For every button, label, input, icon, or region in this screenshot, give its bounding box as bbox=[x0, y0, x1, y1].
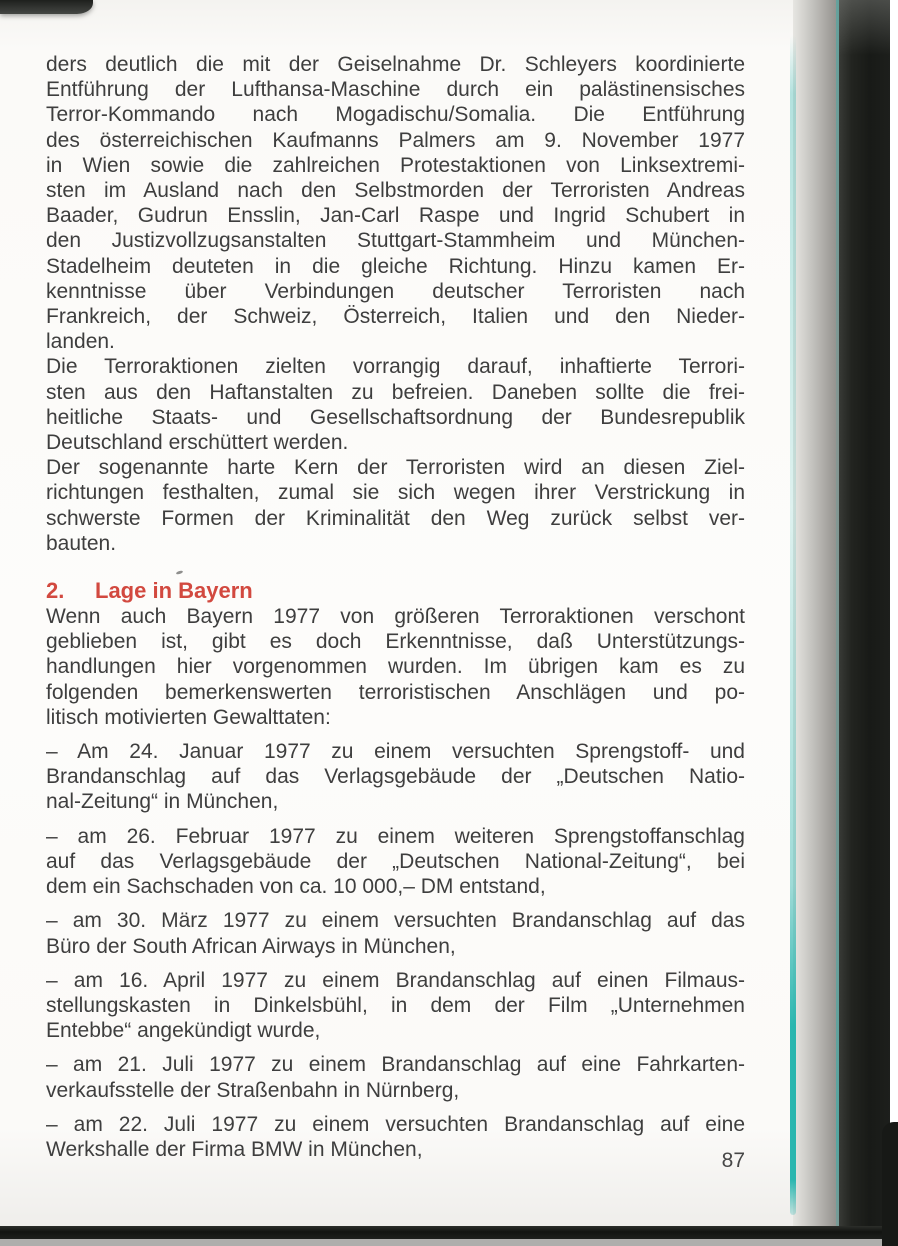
paragraph bbox=[46, 455, 745, 556]
bottom-surface bbox=[0, 1239, 898, 1246]
section-title: Lage in Bayern bbox=[95, 578, 253, 604]
text-line: Entebbe“ angekündigt wurde, bbox=[46, 1019, 321, 1043]
text-line: – am 16. April 1977 zu einem Brandanschlag auf einen Filmaus- bbox=[46, 968, 745, 992]
text-line: geblieben ist, gibt es doch Erkenntnisse, daß Unterstützungs- bbox=[46, 630, 745, 654]
text-line: Terror-Kommando nach Mogadischu/Somalia. Die Entführung bbox=[46, 103, 745, 127]
list-item bbox=[46, 908, 745, 958]
text-line: schwerste Formen der Kriminalität den Weg zurück selbst ver- bbox=[46, 506, 745, 530]
bottom-shadow-band bbox=[0, 1226, 898, 1239]
text-line: Entführung der Lufthansa-Maschine durch ein palästinensisches bbox=[46, 78, 745, 102]
photo-white-margin bbox=[890, 0, 898, 1246]
text-line: Büro der South African Airways in München, bbox=[46, 934, 456, 958]
text-line: – Am 24. Januar 1977 zu einem versuchten Sprengstoff- und bbox=[46, 740, 745, 764]
book-cover-edge bbox=[839, 0, 890, 1246]
text-line: folgenden bemerkenswerten terroristischen Anschlägen und po- bbox=[46, 680, 745, 704]
text-line: bauten. bbox=[46, 531, 117, 555]
text-line: Der sogenannte harte Kern der Terroristen wird an diesen Ziel- bbox=[46, 456, 745, 480]
text-line: ders deutlich die mit der Geiselnahme Dr. Schleyers koordinierte bbox=[46, 53, 745, 76]
page-number: 87 bbox=[721, 1149, 745, 1172]
list-item bbox=[46, 968, 745, 1044]
text-line: Brandanschlag auf das Verlagsgebäude der „Deutschen Natio- bbox=[46, 765, 745, 789]
text-line: kenntnisse über Verbindungen deutscher Terroristen nach bbox=[46, 279, 745, 303]
text-line: nal-Zeitung“ in München, bbox=[46, 790, 279, 814]
text-line: in Wien sowie die zahlreichen Protestaktionen von Linksextremi- bbox=[46, 153, 745, 177]
text-line: Stadelheim deuteten in die gleiche Richtung. Hinzu kamen Er- bbox=[46, 254, 745, 278]
page-edge-strip bbox=[793, 0, 840, 1232]
section-number: 2. bbox=[46, 578, 65, 604]
list-item bbox=[46, 824, 745, 900]
paragraph bbox=[46, 604, 745, 730]
text-line: Die Terroraktionen zielten vorrangig darauf, inhaftierte Terrori- bbox=[46, 355, 745, 379]
text-line: Frankreich, der Schweiz, Österreich, Italien und den Nieder- bbox=[46, 305, 745, 329]
bottom-right-corner-shadow bbox=[882, 1122, 898, 1246]
text-line: dem ein Sachschaden von ca. 10 000,– DM entstand, bbox=[46, 875, 546, 899]
text-line: landen. bbox=[46, 330, 115, 354]
text-line: den Justizvollzugsanstalten Stuttgart-Stammheim und München- bbox=[46, 229, 745, 253]
text-line: des österreichischen Kaufmanns Palmers am 9. November 1977 bbox=[46, 128, 745, 152]
text-line: richtungen festhalten, zumal sie sich wegen ihrer Verstrickung in bbox=[46, 481, 745, 505]
text-line: sten aus den Haftanstalten zu befreien. Daneben sollte die frei- bbox=[46, 380, 745, 404]
text-line: Baader, Gudrun Ensslin, Jan-Carl Raspe und Ingrid Schubert in bbox=[46, 204, 745, 228]
text-line: – am 26. Februar 1977 zu einem weiteren Sprengstoffanschlag bbox=[46, 824, 745, 848]
text-line: auf das Verlagsgebäude der „Deutschen National-Zeitung“, bei bbox=[46, 849, 745, 873]
page-edge-accent bbox=[790, 35, 796, 1215]
text-line: Werkshalle der Firma BMW in München, bbox=[46, 1137, 423, 1161]
list-item bbox=[46, 739, 745, 815]
top-left-page-corner bbox=[0, 0, 93, 14]
text-line: Wenn auch Bayern 1977 von größeren Terroraktionen verschont bbox=[46, 605, 745, 629]
text-line: heitliche Staats- und Gesellschaftsordnung der Bundesrepublik bbox=[46, 405, 745, 429]
section-heading bbox=[46, 578, 745, 604]
text-line: sten im Ausland nach den Selbstmorden der Terroristen Andreas bbox=[46, 179, 745, 203]
text-line: stellungskasten in Dinkelsbühl, in dem der Film „Unternehmen bbox=[46, 993, 745, 1017]
list-item bbox=[46, 1052, 745, 1102]
paragraph bbox=[46, 354, 745, 455]
text-line: litisch motivierten Gewalttaten: bbox=[46, 705, 331, 729]
text-line: – am 30. März 1977 zu einem versuchten Brandanschlag auf das bbox=[46, 909, 745, 933]
text-line: Deutschland erschüttert werden. bbox=[46, 431, 349, 455]
text-line: handlungen hier vorgenommen wurden. Im übrigen kam es zu bbox=[46, 655, 745, 679]
text-column bbox=[46, 52, 745, 1162]
text-line: verkaufsstelle der Straßenbahn in Nürnberg, bbox=[46, 1078, 460, 1102]
text-line: – am 22. Juli 1977 zu einem versuchten Brandanschlag auf eine bbox=[46, 1112, 745, 1136]
paragraph bbox=[46, 52, 745, 354]
text-line: – am 21. Juli 1977 zu einem Brandanschlag auf eine Fahrkarten- bbox=[46, 1053, 745, 1077]
